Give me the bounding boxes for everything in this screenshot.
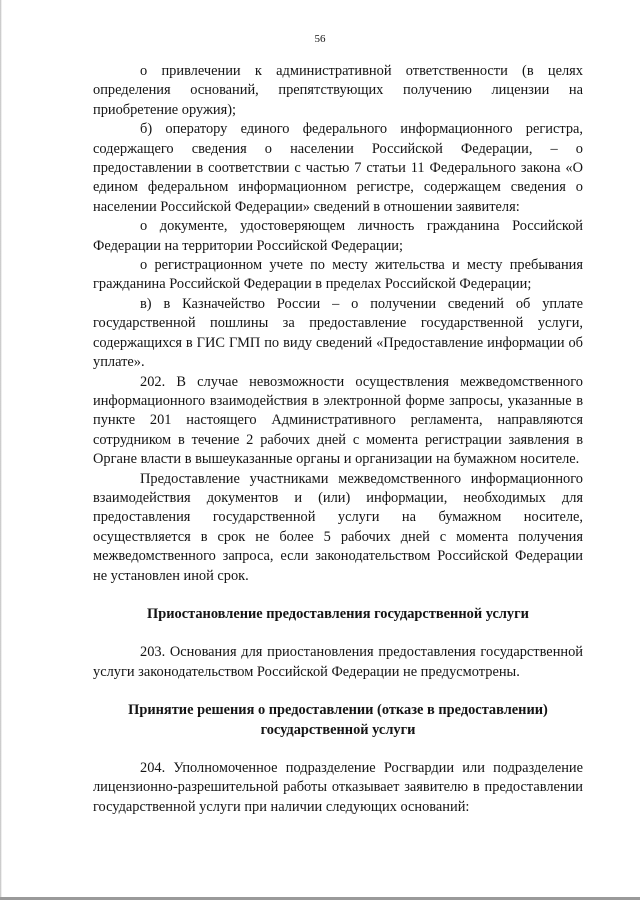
- spacer: [93, 624, 583, 643]
- paragraph-item-b-register-operator: б) оператору единого федерального информационного регистра, содержащего сведения о населении Российской Федерации, – о предоставлении в соответствии с частью 7 статьи 11 Федерального закона «О едином федеральном информационном регистре, содержащем сведения о населении Российской Федерации» сведений в отношении заявителя:: [93, 121, 583, 215]
- paragraph-item-v-treasury: в) в Казначейство России – о получении сведений об уплате государственной пошлины за предоставление государственной услуги, содержащихся в ГИС ГМП по виду сведений «Предоставление информации об уплате».: [93, 295, 583, 371]
- paragraph-identity-document: о документе, удостоверяющем личность гражданина Российской Федерации на территории Российской Федерации;: [93, 218, 583, 254]
- scan-edge-left: [0, 0, 2, 900]
- spacer: [93, 740, 583, 759]
- paragraph-administrative-liability: о привлечении к административной ответственности (в целях определения оснований, препятствующих получению лицензии на приобретение оружия);: [93, 63, 583, 118]
- paragraph-203-no-suspension: 203. Основания для приостановления предоставления государственной услуги законодательством Российской Федерации не предусмотрены.: [93, 644, 583, 680]
- paragraph-interdepartmental-deadline: Предоставление участниками межведомственного информационного взаимодействия документов и (или) информации, необходимых для предоставления государственной услуги на бумажном носителе, осуществляется в срок не более 5 рабочих дней с момента получения межведомственного запроса, если законодательством Российской Федерации не установлен иной срок.: [93, 470, 583, 584]
- section-heading-decision: Принятие решения о предоставлении (отказе в предоставлении) государственной услуги: [128, 702, 548, 738]
- paragraph-204-refusal-grounds: 204. Уполномоченное подразделение Росгвардии или подразделение лицензионно-разрешительной работы отказывает заявителю в предоставлении государственной услуги при наличии следующих оснований:: [93, 760, 583, 815]
- spacer: [93, 586, 583, 605]
- spacer: [93, 682, 583, 701]
- paragraph-registration-record: о регистрационном учете по месту жительства и месту пребывания гражданина Российской Федерации в пределах Российской Федерации;: [93, 257, 583, 293]
- page-number: 56: [314, 33, 326, 45]
- paragraph-202-paper-requests: 202. В случае невозможности осуществления межведомственного информационного взаимодействия в электронной форме запросы, указанные в пункте 201 настоящего Административного регламента, направляются сотрудником в течение 2 рабочих дней с момента регистрации заявления в Органе власти в вышеуказанные органы и организации на бумажном носителе.: [93, 373, 583, 468]
- document-body: [93, 62, 583, 817]
- section-heading-suspension: Приостановление предоставления государственной услуги: [147, 605, 529, 622]
